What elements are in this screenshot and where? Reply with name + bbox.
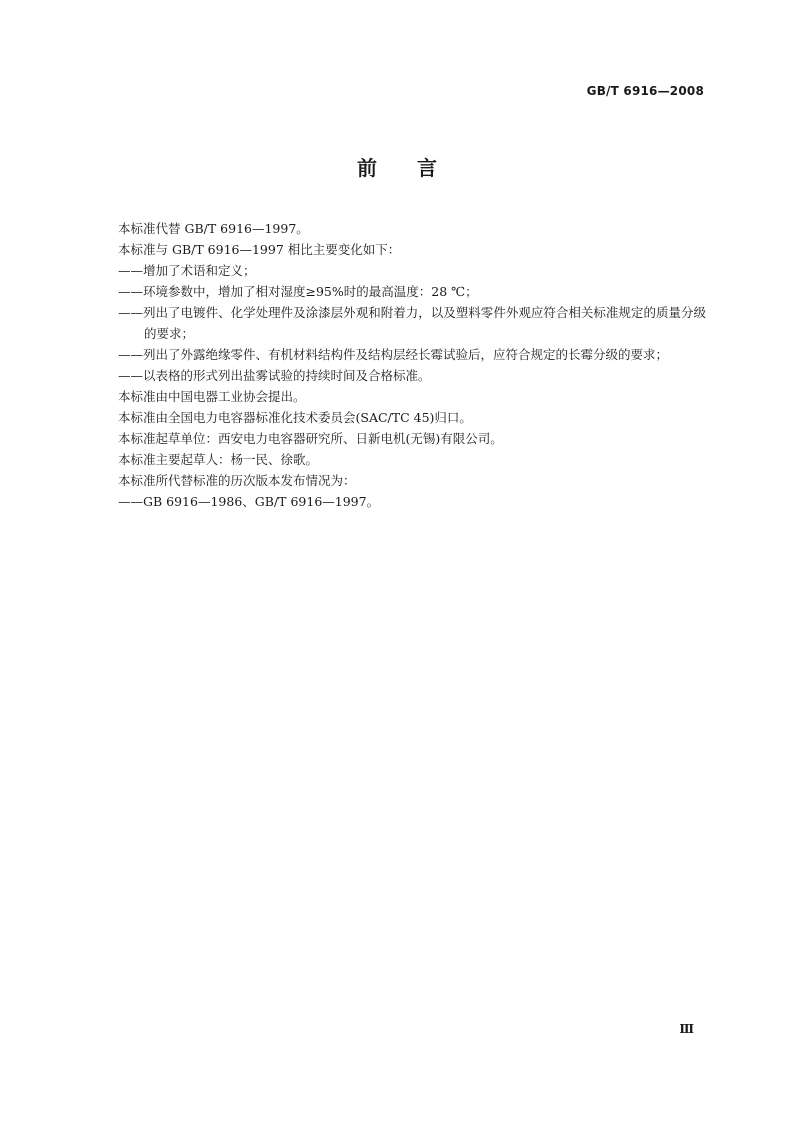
page-title: 前 言: [357, 156, 437, 180]
change-item: ——列出了电镀件、化学处理件及涂漆层外观和附着力，以及塑料零件外观应符合相关标准规定的质量分级的要求；: [118, 305, 706, 341]
change-item: ——环境参数中，增加了相对湿度≥95%时的最高温度：28 ℃；: [118, 284, 478, 299]
statement-history-intro: 本标准所代替标准的历次版本发布情况为：: [118, 473, 356, 488]
page-number: Ⅲ: [679, 1022, 694, 1036]
change-item: ——增加了术语和定义；: [118, 263, 256, 278]
statement-drafting-units: 本标准起草单位：西安电力电容器研究所、日新电机(无锡)有限公司。: [118, 431, 503, 446]
paragraph-changes-intro: 本标准与 GB/T 6916—1997 相比主要变化如下：: [118, 242, 401, 257]
change-item: ——列出了外露绝缘零件、有机材料结构件及结构层经长霉试验后，应符合规定的长霉分级的要求；: [118, 347, 669, 362]
paragraph-replaces: 本标准代替 GB/T 6916—1997。: [118, 221, 309, 236]
change-item: ——以表格的形式列出盐雾试验的持续时间及合格标准。: [118, 368, 431, 383]
statement-drafters: 本标准主要起草人：杨一民、徐歌。: [118, 452, 319, 467]
foreword-body: [118, 218, 706, 512]
standard-code: GB/T 6916—2008: [586, 84, 704, 98]
statement-proposed-by: 本标准由中国电器工业协会提出。: [118, 389, 306, 404]
history-item: ——GB 6916—1986、GB/T 6916—1997。: [118, 494, 380, 509]
statement-administered-by: 本标准由全国电力电容器标准化技术委员会(SAC/TC 45)归口。: [118, 410, 472, 425]
